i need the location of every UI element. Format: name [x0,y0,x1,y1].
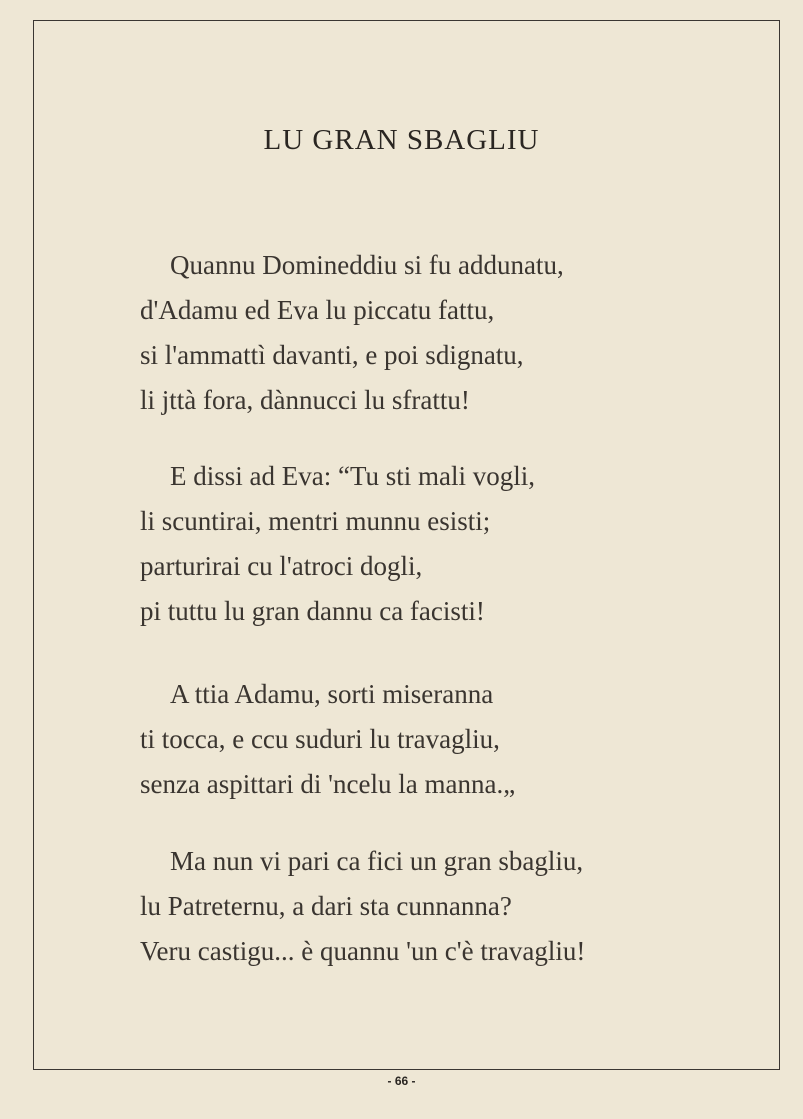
stanza-2 [140,454,535,634]
verse-line: parturirai cu l'atroci dogli, [140,551,423,581]
verse-line: Ma nun vi pari ca fici un gran sbagliu, [170,846,584,876]
verse-line: ti tocca, e ccu suduri lu travagliu, [140,724,500,754]
verse-line: A ttia Adamu, sorti miseranna [170,679,494,709]
verse-line: d'Adamu ed Eva lu piccatu fattu, [140,295,495,325]
poem-title: LU GRAN SBAGLIU [263,124,540,156]
stanza-3 [140,672,515,807]
verse-line: Quannu Domineddiu si fu addunatu, [170,250,564,280]
verse-line: senza aspittari di 'ncelu la manna.„ [140,769,516,799]
page-number: - 66 - [387,1074,416,1088]
verse-line: si l'ammattì davanti, e poi sdignatu, [140,340,524,370]
verse-line: lu Patreternu, a dari sta cunnanna? [140,891,512,921]
stanza-4 [140,839,585,974]
verse-line: li jttà fora, dànnucci lu sfrattu! [140,385,470,415]
verse-line: pi tuttu lu gran dannu ca facisti! [140,596,485,626]
verse-line: li scuntirai, mentri munnu esisti; [140,506,491,536]
verse-line: E dissi ad Eva: “Tu sti mali vogli, [170,461,536,491]
verse-line: Veru castigu... è quannu 'un c'è travagliu! [140,936,586,966]
stanza-1 [140,243,564,423]
